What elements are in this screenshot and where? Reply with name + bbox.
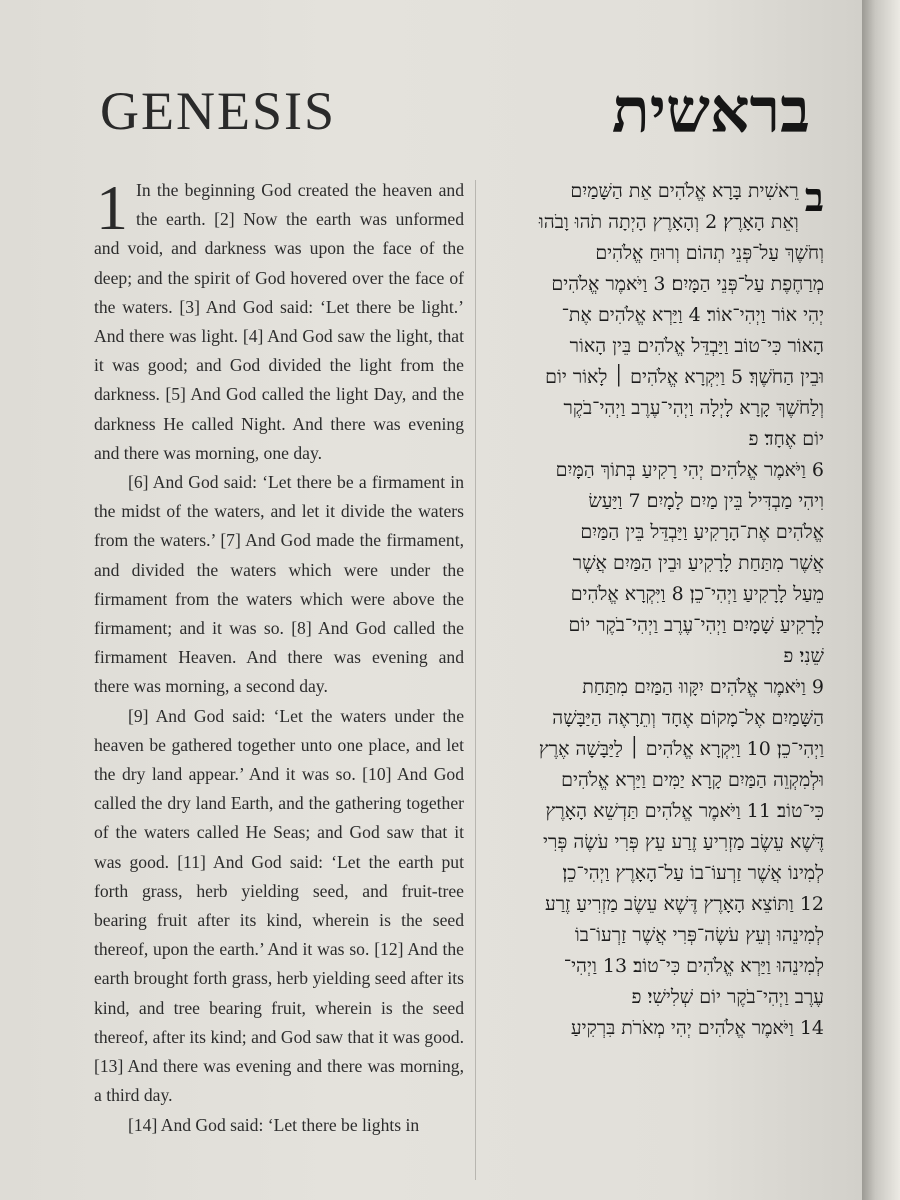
hebrew-line: הַשָּׁמַיִם אֶל־מָקוֹם אֶחָד וְתֵרָאֶה הַיַּבָּשָׁה — [552, 707, 824, 729]
hebrew-line: 6 וַיֹּאמֶר אֱלֹהִים יְהִי רָקִיעַ בְּתוֹךְ הַמָּיִם — [555, 459, 824, 481]
page-title-hebrew: בראשית — [611, 74, 810, 147]
hebrew-line: רֵאשִׁית בָּרָא אֱלֹהִים אֵת הַשָּׁמַיִם — [570, 180, 799, 202]
english-paragraph: [6] And God said: ‘Let there be a firmament in the midst of the waters, and let it divide the waters from the waters.’ [7] And God made the firmament, and divided the waters which were under the firmament from the waters which were above the firmament; and it was so. [8] And God called the firmament Heaven. And there was evening and there was morning, a second day. — [94, 472, 464, 697]
english-column — [94, 172, 464, 1140]
english-paragraph — [94, 172, 464, 468]
hebrew-line: לְמִינוֹ אֲשֶׁר זַרְעוֹ־בוֹ עַל־הָאָרֶץ וַיְהִי־כֵן׃ — [562, 862, 824, 884]
hebrew-column — [488, 176, 824, 1044]
chapter-number: 1 — [96, 172, 128, 243]
hebrew-line: שֵׁנִי׃ פ — [783, 645, 824, 667]
hebrew-line: עֶרֶב וַיְהִי־בֹקֶר יוֹם שְׁלִישִׁי׃ פ — [631, 986, 824, 1008]
hebrew-line: יוֹם אֶחָד׃ פ — [748, 428, 824, 450]
column-divider — [475, 180, 476, 1180]
hebrew-line: 9 וַיֹּאמֶר אֱלֹהִים יִקָּווּ הַמַּיִם מִתַּחַת — [582, 676, 824, 698]
hebrew-line: וַיְהִי־כֵן׃ 10 וַיִּקְרָא אֱלֹהִים ׀ לַיַּבָּשָׁה אֶרֶץ — [538, 738, 824, 760]
english-paragraph: [14] And God said: ‘Let there be lights in — [128, 1114, 420, 1135]
hebrew-line: 12 וַתּוֹצֵא הָאָרֶץ דֶּשֶׁא עֵשֶׂב מַזְרִיעַ זֶרַע — [544, 893, 824, 915]
hebrew-dropcap: ב — [804, 174, 824, 221]
english-paragraph-text: In the beginning God created the heaven and the earth. [2] Now the earth was unformed and void, and darkness was upon the face of the deep; and the spirit of God hovered over the face of the waters. [3] And God said: ‘Let there be light.’ And there was light. [4] And God saw the light, that it was good; and God divided the light from the darkness. [5] And God called the light Day, and the darkness He called Night. And there was evening and there was morning, one day. — [94, 180, 464, 463]
hebrew-line: מֵעַל לָרָקִיעַ וַיְהִי־כֵן׃ 8 וַיִּקְרָא אֱלֹהִים — [570, 583, 824, 605]
hebrew-line: לְמִינֵהוּ וַיַּרְא אֱלֹהִים כִּי־טוֹב׃ 13 וַיְהִי־ — [563, 955, 824, 977]
hebrew-line: וְלַחֹשֶׁךְ קָרָא לָיְלָה וַיְהִי־עֶרֶב וַיְהִי־בֹקֶר — [563, 397, 824, 419]
hebrew-line: וּלְמִקְוֵה הַמַּיִם קָרָא יַמִּים וַיַּרְא אֱלֹהִים — [561, 769, 824, 791]
hebrew-line: יְהִי אוֹר וַיְהִי־אוֹר׃ 4 וַיַּרְא אֱלֹהִים אֶת־ — [561, 304, 824, 326]
hebrew-line: מְרַחֶפֶת עַל־פְּנֵי הַמָּיִם׃ 3 וַיֹּאמֶר אֱלֹהִים — [551, 273, 824, 295]
hebrew-line: הָאוֹר כִּי־טוֹב וַיַּבְדֵּל אֱלֹהִים בֵּין הָאוֹר — [569, 335, 824, 357]
page-title-english: GENESIS — [100, 81, 337, 141]
hebrew-line: לָרָקִיעַ שָׁמָיִם וַיְהִי־עֶרֶב וַיְהִי־בֹקֶר יוֹם — [568, 614, 824, 636]
hebrew-line: לְמִינֵהוּ וְעֵץ עֹשֶׂה־פְּרִי אֲשֶׁר זַרְעוֹ־בוֹ — [574, 924, 824, 946]
hebrew-line: וְחֹשֶׁךְ עַל־פְּנֵי תְהוֹם וְרוּחַ אֱלֹהִים — [595, 242, 824, 264]
hebrew-line: וּבֵין הַחֹשֶׁךְ׃ 5 וַיִּקְרָא אֱלֹהִים ׀ לָאוֹר יוֹם — [545, 366, 824, 388]
hebrew-line: וְאֵת הָאָרֶץ׃ 2 וְהָאָרֶץ הָיְתָה תֹהוּ וָבֹהוּ — [538, 211, 799, 233]
page-edge — [862, 0, 900, 1200]
english-paragraph: [9] And God said: ‘Let the waters under the heaven be gathered together unto one place, and let the dry land appear.’ And it was so. [10] And God called the dry land Earth, and the gathering together of the waters called He Seas; and God saw that it was good. [11] And God said: ‘Let the earth put forth grass, herb yielding seed, and fruit-tree bearing fruit after its kind, wherein is the seed thereof, upon the earth.’ And it was so. [12] And the earth brought forth grass, herb yielding seed after its kind, and tree bearing fruit, wherein is the seed thereof, after its kind; and God saw that it was good. [13] And there was evening and there was morning, a third day. — [94, 705, 464, 1106]
hebrew-line: אֱלֹהִים אֶת־הָרָקִיעַ וַיַּבְדֵּל בֵּין הַמַּיִם — [580, 521, 824, 543]
hebrew-line: דֶּשֶׁא עֵשֶׂב מַזְרִיעַ זֶרַע עֵץ פְּרִי עֹשֶׂה פְּרִי — [543, 831, 824, 853]
hebrew-line: וִיהִי מַבְדִּיל בֵּין מַיִם לָמָיִם׃ 7 וַיַּעַשׂ — [588, 490, 824, 512]
hebrew-line: אֲשֶׁר מִתַּחַת לָרָקִיעַ וּבֵין הַמַּיִם אֲשֶׁר — [572, 552, 824, 574]
hebrew-line: כִּי־טוֹב׃ 11 וַיֹּאמֶר אֱלֹהִים תַּדְשֵׁא הָאָרֶץ — [545, 800, 824, 822]
hebrew-line: 14 וַיֹּאמֶר אֱלֹהִים יְהִי מְאֹרֹת בִּרְקִיעַ — [570, 1017, 824, 1039]
